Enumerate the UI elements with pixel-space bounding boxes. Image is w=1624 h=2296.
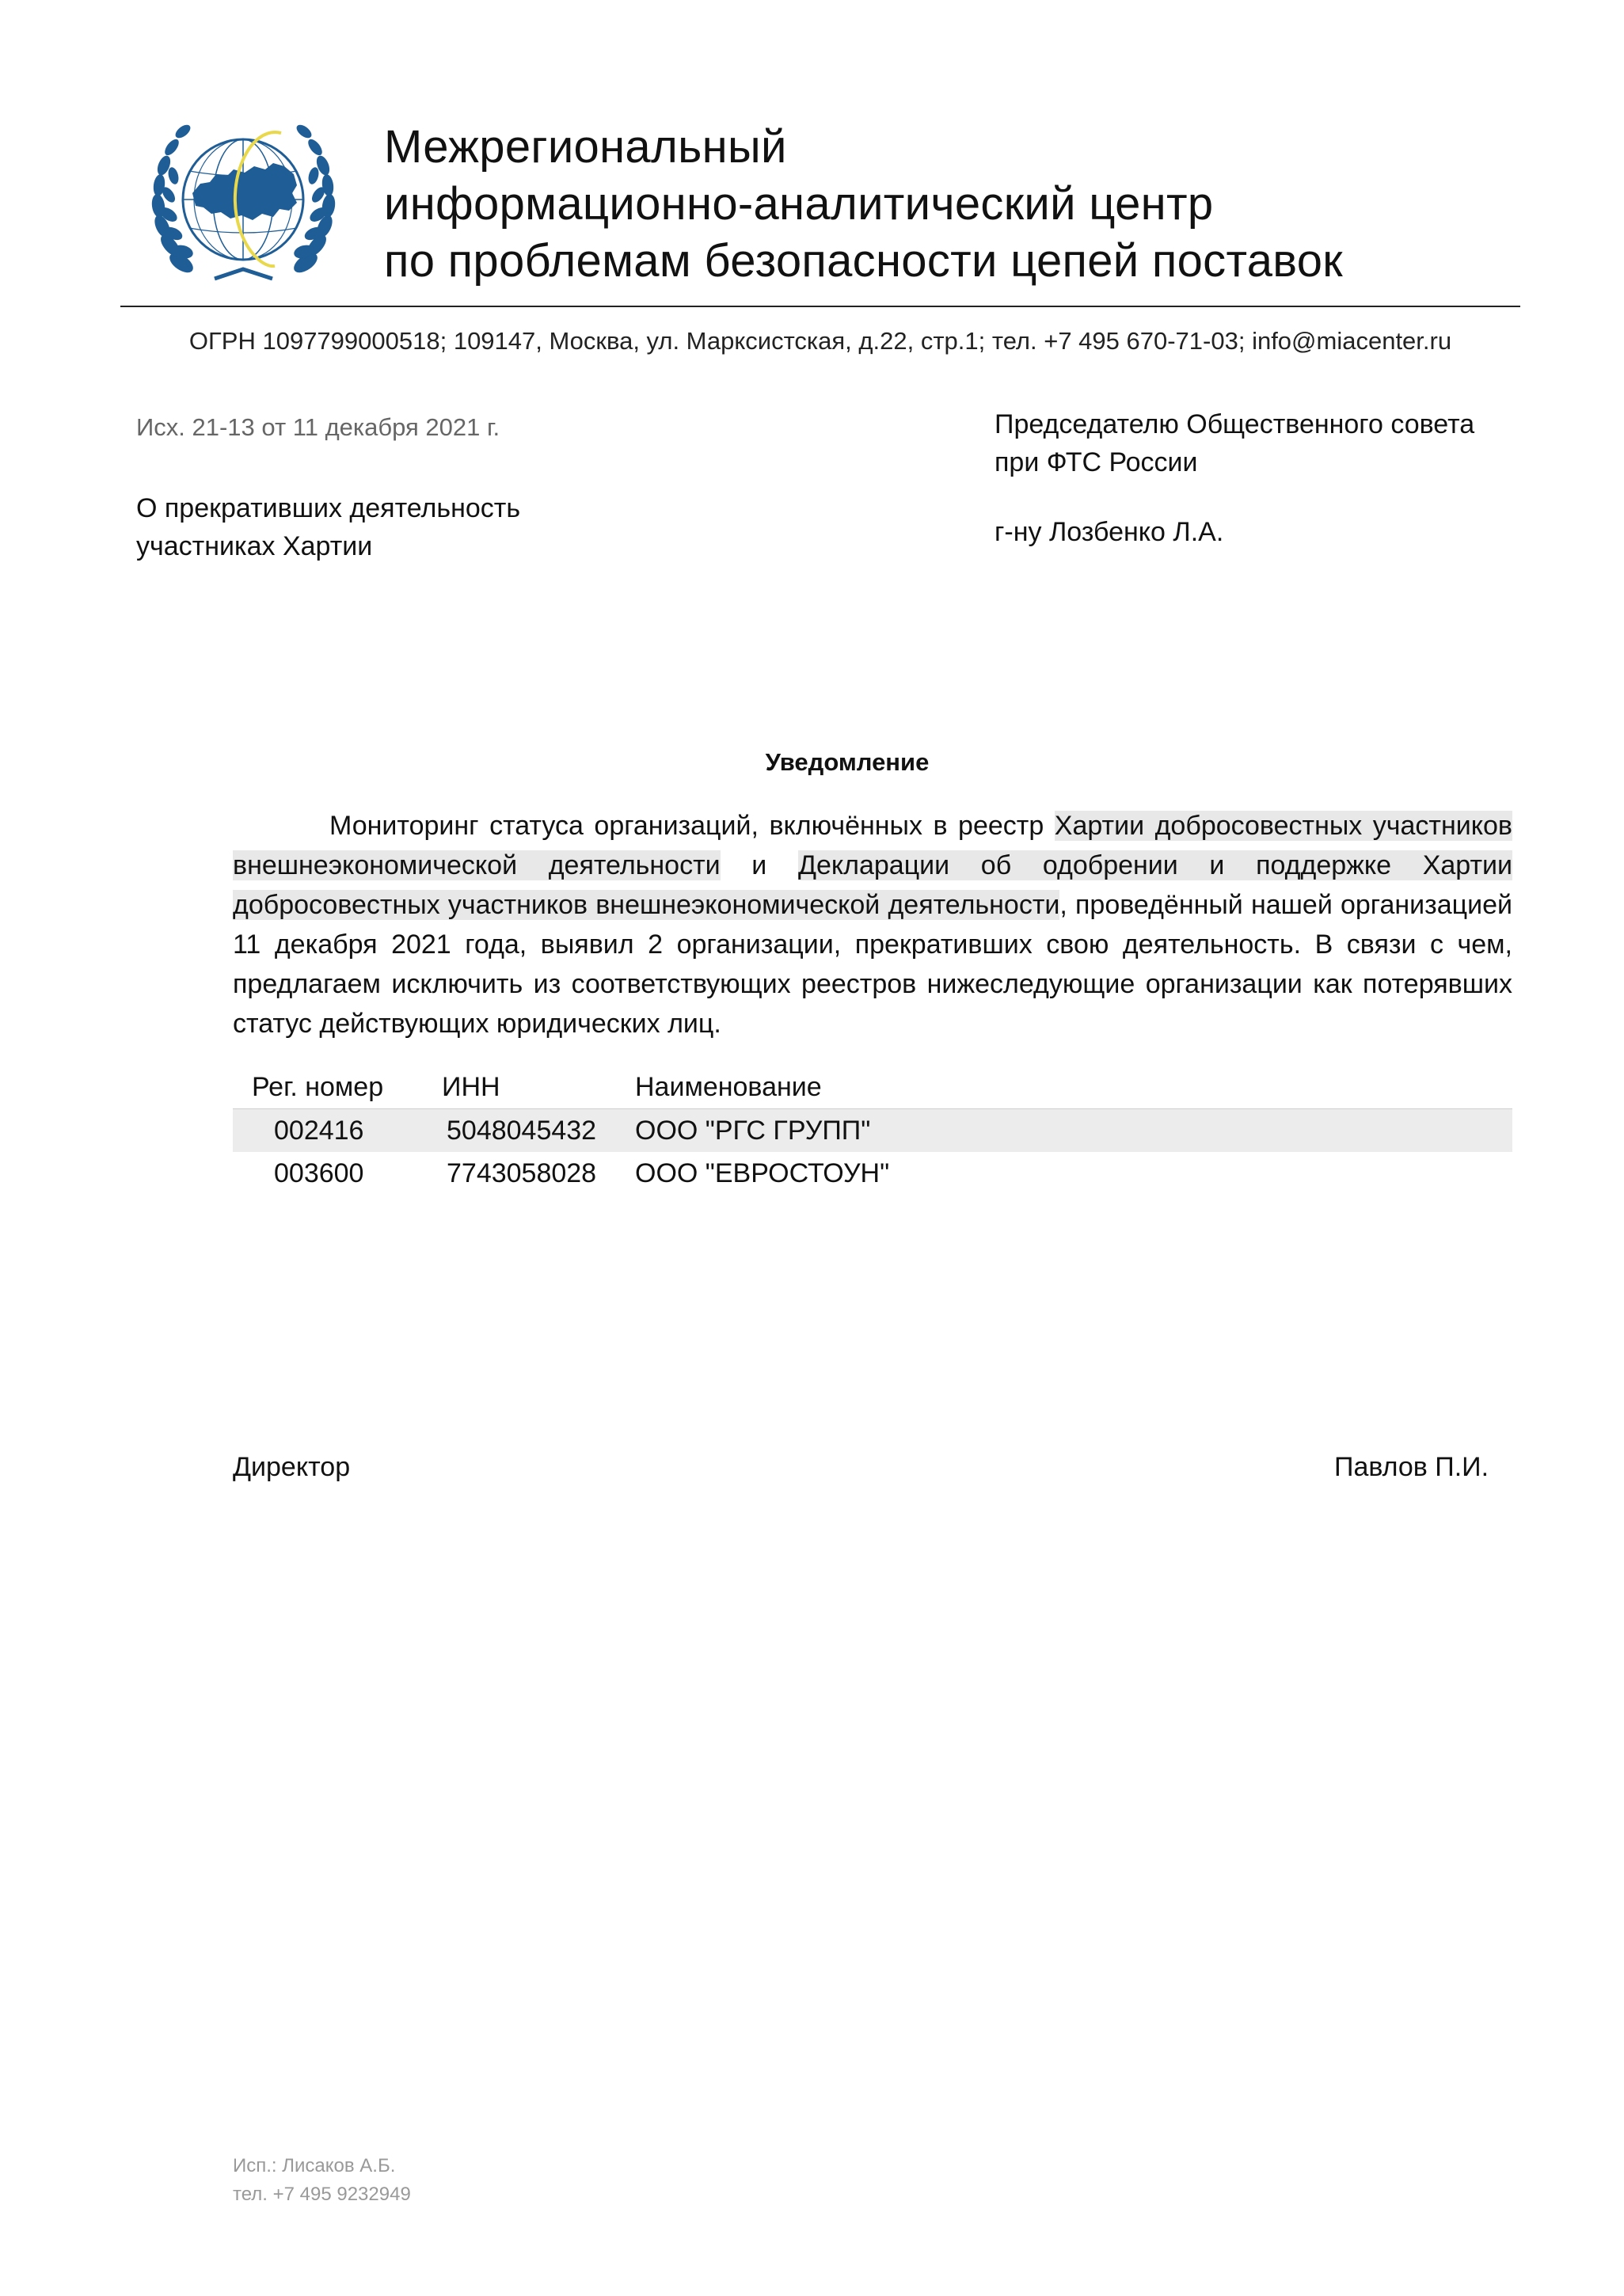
cell-reg-number: 003600 <box>274 1158 364 1188</box>
cell-inn: 7743058028 <box>447 1158 597 1188</box>
outgoing-number: Исх. 21-13 от 11 декабря 2021 г. <box>136 413 500 441</box>
body-rest: , проведённый нашей организацией 11 декабря 2021 года, выявил 2 организации, прекративших свою деятельность. В связи с чем, предлагаем исключить из соответствующих реестров нижеследующие организации как потерявших статус действующих юридических лиц. <box>233 890 1513 1039</box>
cell-name: ООО "РГС ГРУПП" <box>635 1109 1512 1153</box>
signatory-position: Директор <box>233 1452 351 1482</box>
cell-name: ООО "ЕВРОСТОУН" <box>635 1158 890 1188</box>
notice-heading-text: Уведомление <box>765 748 930 776</box>
recipient-title-line: Председателю Общественного совета <box>995 409 1475 439</box>
table-row <box>233 1152 1512 1195</box>
cell-inn: 5048045432 <box>423 1109 635 1153</box>
table-header-row <box>233 1066 1512 1109</box>
cell-reg-number: 002416 <box>233 1109 423 1153</box>
body-connector: и <box>720 850 798 880</box>
recipient-name: г-ну Лозбенко Л.А. <box>995 517 1224 547</box>
table-row <box>233 1109 1512 1153</box>
column-header-reg-number: Рег. номер <box>233 1066 423 1109</box>
recipient-title-line: при ФТС России <box>995 447 1198 477</box>
executor-phone: тел. +7 495 9232949 <box>233 2184 411 2205</box>
letter-subject <box>136 489 520 565</box>
recipient-spacer <box>995 481 1474 513</box>
body-highlight-charter: Хартии добросовестных участников внешнеэкономической деятельности <box>233 811 1512 880</box>
organizations-table <box>233 1066 1512 1195</box>
executor-info <box>233 2152 411 2209</box>
signatory-name: Павлов П.И. <box>1334 1452 1489 1482</box>
column-header-name: Наименование <box>635 1066 1512 1109</box>
notice-heading <box>0 748 1624 777</box>
notice-body <box>233 806 1512 1043</box>
subject-line: участниках Хартии <box>136 531 373 561</box>
column-header-inn: ИНН <box>423 1066 635 1109</box>
organization-requisites: ОГРН 1097799000518; 109147, Москва, ул. Марксистская, д.22, стр.1; тел. +7 495 670-71-03; info@miacenter.ru <box>188 327 1452 355</box>
organization-name <box>384 119 1524 290</box>
executor-name: Исп.: Лисаков А.Б. <box>233 2155 396 2176</box>
globe-laurel-emblem-icon <box>146 111 340 289</box>
subject-line: О прекративших деятельность <box>136 493 521 523</box>
body-lead: Мониторинг статуса организаций, включённых в реестр <box>329 811 1055 841</box>
organization-name-line: по проблемам безопасности цепей поставок <box>384 235 1343 287</box>
header-divider <box>120 306 1520 307</box>
wreath-ribbon <box>215 269 272 279</box>
body-highlight-declaration: Декларации об одобрении и поддержке Хартии добросовестных участников внешнеэкономической деятельности <box>233 850 1513 920</box>
organization-name-line: Межрегиональный <box>384 121 787 173</box>
recipient-block <box>995 405 1474 551</box>
organization-name-line: информационно-аналитический центр <box>384 178 1214 230</box>
